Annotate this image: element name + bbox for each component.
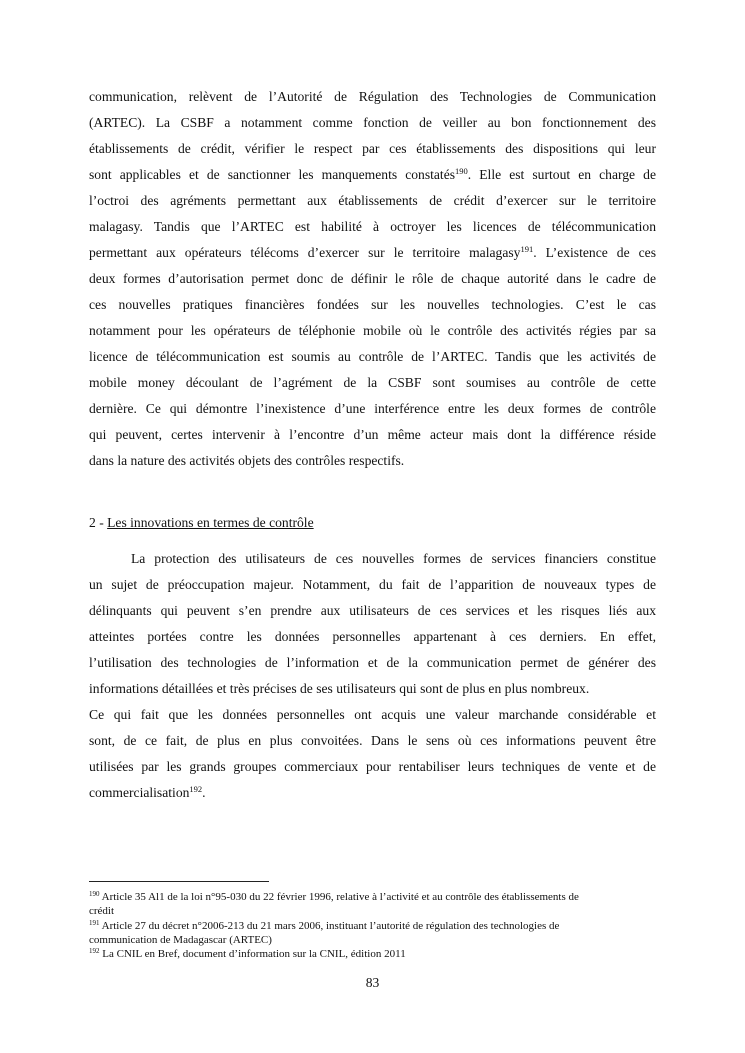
text-line: délinquants qui peuvent s’en prendre aux utilisateurs de ces services et les risques liés aux xyxy=(89,603,656,618)
text-line: l’utilisation des technologies de l’information et de la communication permet de générer des xyxy=(89,655,656,670)
text-line: informations détaillées et très précises de ses utilisateurs qui sont de plus en plus nombreux. xyxy=(89,681,590,696)
text-line: ces nouvelles pratiques financières fondées sur les nouvelles technologies. C’est le cas xyxy=(89,297,656,312)
text-line: La protection des utilisateurs de ces nouvelles formes de services financiers constitue xyxy=(131,551,656,566)
text-line: deux formes d’autorisation permet donc de définir le rôle de chaque autorité dans le cadre de xyxy=(89,271,656,286)
text-line: commercialisation$^{192}$. xyxy=(89,784,206,800)
text-line: communication, relèvent de l’Autorité de Régulation des Technologies de Communication xyxy=(89,89,656,104)
footnote-191-cont: communication de Madagascar (ARTEC) xyxy=(89,934,272,946)
text-line: sont applicables et de sanctionner les manquements constatés$^{190}$. Elle est surtout en charge de xyxy=(89,166,656,182)
text-line: dernière. Ce qui démontre l’inexistence d’une interférence entre les deux formes de contrôle xyxy=(89,401,656,416)
footnote-ref-192[interactable]: 192 xyxy=(189,784,203,794)
section-number: 2 - xyxy=(89,515,108,530)
section-title: Les innovations en termes de contrôle xyxy=(107,515,314,530)
text-line: un sujet de préoccupation majeur. Notamment, du fait de l’apparition de nouveaux types de xyxy=(89,577,656,592)
page-number: 83 xyxy=(365,975,380,990)
text-line: Ce qui fait que les données personnelles ont acquis une valeur marchande considérable et xyxy=(89,707,656,722)
footnote-191: $^{191}$ Article 27 du décret n°2006-213 du 21 mars 2006, instituant l’autorité de régulation des technologies de xyxy=(89,919,560,932)
text-line: atteintes portées contre les données personnelles appartenant à ces derniers. En effet, xyxy=(89,629,656,644)
text-line: (ARTEC). La CSBF a notamment comme fonction de veiller au bon fonctionnement des xyxy=(89,115,656,130)
text-line: licence de télécommunication est soumis au contrôle de l’ARTEC. Tandis que les activités de xyxy=(89,349,656,364)
footnote-190: $^{190}$ Article 35 Al1 de la loi n°95-030 du 22 février 1996, relative à l’activité et au contrôle des établissements de xyxy=(89,890,579,903)
text-line: utilisées par les grands groupes commerciaux pour rentabiliser leurs techniques de vente et de xyxy=(89,759,656,774)
text-line: établissements de crédit, vérifier le respect par ces établissements des dispositions qui leur xyxy=(89,141,656,156)
footnote-190-cont: crédit xyxy=(89,905,115,917)
text-line: sont, de ce fait, de plus en plus convoitées. Dans le sens où ces informations peuvent être xyxy=(89,733,656,748)
text-line: permettant aux opérateurs télécoms d’exercer sur le territoire malagasy$^{191}$. L’existence de ces xyxy=(89,244,656,260)
footnote-ref-191[interactable]: 191 xyxy=(520,244,534,254)
text-line: qui peuvent, certes intervenir à l’encontre d’un même acteur mais dont la différence réside xyxy=(89,427,656,442)
text-line: notamment pour les opérateurs de téléphonie mobile où le contrôle des activités régies par sa xyxy=(89,323,656,338)
text-line: dans la nature des activités objets des contrôles respectifs. xyxy=(89,453,405,468)
footnote-192: $^{192}$ La CNIL en Bref, document d’information sur la CNIL, édition 2011 xyxy=(89,947,406,960)
section-heading xyxy=(89,514,656,532)
footnote-ref-190[interactable]: 190 xyxy=(455,166,468,176)
text-line: malagasy. Tandis que l’ARTEC est habilité à octroyer les licences de télécommunication xyxy=(89,219,656,234)
text-line: l’octroi des agréments permettant aux établissements de crédit d’exercer sur le territoire xyxy=(89,193,656,208)
text-line: mobile money découlant de l’agrément de la CSBF sont soumises au contrôle de cette xyxy=(89,375,656,390)
footnote-separator xyxy=(89,881,269,882)
